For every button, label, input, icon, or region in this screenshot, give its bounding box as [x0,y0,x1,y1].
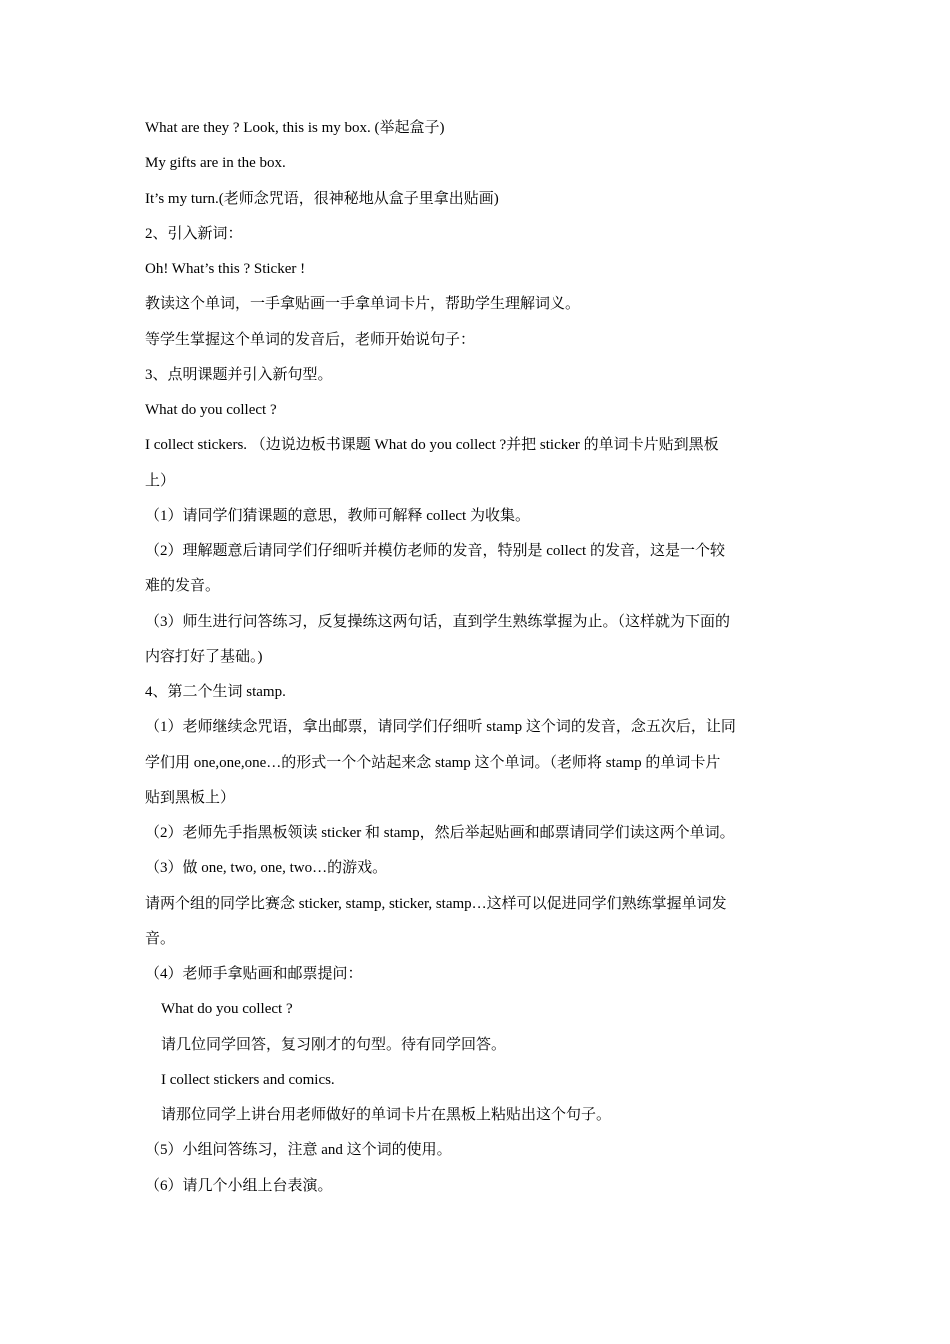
list-item: （5）小组问答练习，注意 and 这个词的使用。 [145,1142,452,1159]
list-item: （1）请同学们猜课题的意思，教师可解释 collect 为收集。 [145,507,530,524]
list-item: （2）理解题意后请同学们仔细听并模仿老师的发音，特别是 collect 的发音，这是一个较 [145,543,725,559]
text-line: 学们用 one,one,one…的形式一个个站起来念 stamp 这个单词。（老师将 stamp 的单词卡片 [145,754,721,771]
text-line: 上） [145,472,176,489]
document-page [145,111,815,1204]
text-line: What are they ? Look, this is my box. (举起盒子) [145,120,445,136]
text-line: 难的发音。 [145,578,221,595]
text-line: 请几位同学回答，复习刚才的句型。待有同学回答。 [161,1036,507,1053]
text-line: 内容打好了基础。) [145,648,263,665]
text-line: 贴到黑板上） [145,789,236,806]
list-item: （2）老师先手指黑板领读 sticker 和 stamp，然后举起贴画和邮票请同学们读这两个单词。 [145,825,735,841]
list-item: （6）请几个小组上台表演。 [145,1177,333,1194]
list-item: （3）师生进行问答练习，反复操练这两句话，直到学生熟练掌握为止。（这样就为下面的 [145,613,731,630]
section-heading: 3、点明课题并引入新句型。 [145,366,333,383]
text-line: My gifts are in the box. [145,155,286,172]
section-heading: 2、引入新词： [145,225,243,242]
section-heading: 4、第二个生词 stamp. [145,684,286,700]
text-line: 教读这个单词，一手拿贴画一手拿单词卡片，帮助学生理解词义。 [145,296,581,313]
list-item: （1）老师继续念咒语，拿出邮票，请同学们仔细听 stamp 这个词的发音，念五次后，让同 [145,719,736,736]
text-line: 音。 [145,930,176,947]
text-line: I collect stickers and comics. [161,1071,335,1088]
text-line: 等学生掌握这个单词的发音后，老师开始说句子： [145,331,476,348]
text-line: What do you collect ? [161,1001,293,1018]
text-line: It’s my turn.(老师念咒语，很神秘地从盒子里拿出贴画) [145,190,499,207]
list-item: （3）做 one, two, one, two…的游戏。 [145,860,388,877]
text-line: 请两个组的同学比赛念 sticker, stamp, sticker, stamp…这样可以促进同学们熟练掌握单词发 [145,895,727,912]
text-line: Oh! What’s this ? Sticker ! [145,261,306,277]
text-line: I collect stickers. （边说边板书课题 What do you collect ?并把 sticker 的单词卡片贴到黑板 [145,437,719,454]
list-item: （4）老师手拿贴画和邮票提问： [145,966,363,982]
text-line: What do you collect ? [145,402,277,418]
text-line: 请那位同学上讲台用老师做好的单词卡片在黑板上粘贴出这个句子。 [161,1107,612,1123]
